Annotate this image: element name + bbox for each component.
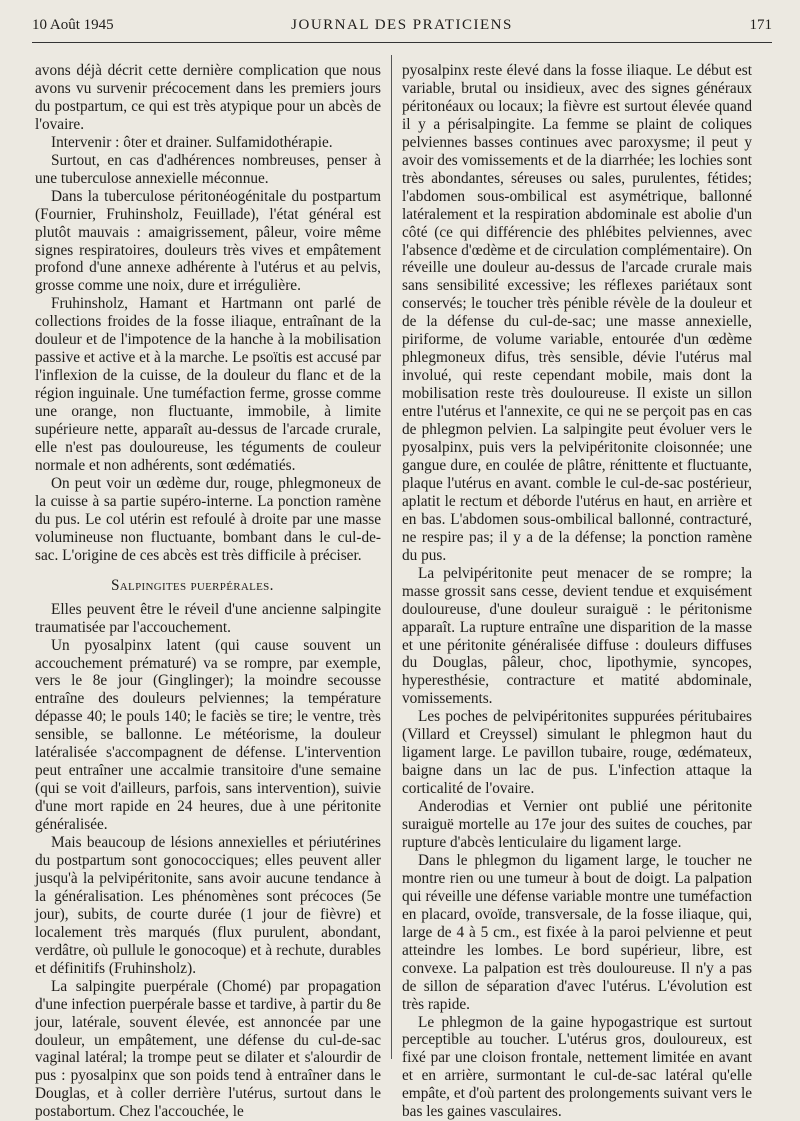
paragraph: Fruhinsholz, Hamant et Hartmann ont parlé de collections froides de la fosse iliaque, entraînant de la douleur et de l'impotence de la hanche à la mobilisation passive et active et à la marche. Le psoïtis est accusé par l'inflexion de la cuisse, de la douleur du flanc et de la région inguinale. Une tuméfaction ferme, grosse comme une orange, non fluctuante, immobile, à limite supérieure nette, apparaît au-dessus de l'arcade crurale, elle n'est pas douloureuse, les téguments de couleur normale et non adhérents, sont œdématiés. <box>35 295 381 474</box>
page-header <box>32 14 772 38</box>
journal-title: JOURNAL DES PRATICIENS <box>291 17 513 33</box>
paragraph: Dans la tuberculose péritonéogénitale du postpartum (Fournier, Fruhinsholz, Feuillade), l'état général est plutôt mauvais : amaigrissement, pâleur, voire même signes respiratoires, douleurs très vives et empâtement profond d'une annexe adhérente à l'utérus et au pelvis, grosse comme une noix, dure et irrégulière. <box>35 187 381 295</box>
issue-date: 10 Août 1945 <box>32 17 114 33</box>
header-rule <box>32 42 772 43</box>
page-number: 171 <box>749 17 772 33</box>
paragraph: Surtout, en cas d'adhérences nombreuses, penser à une tuberculose annexielle méconnue. <box>35 151 381 187</box>
paragraph: Les poches de pelvipéritonites suppurées péritubaires (Villard et Creyssel) simulant le phlegmon haut du ligament large. Le pavillon tubaire, rouge, œdémateux, baigne dans un lac de pus. L'infection attaque la corticalité de l'ovaire. <box>402 708 752 798</box>
paragraph: La pelvipéritonite peut menacer de se rompre; la masse grossit sans cesse, devient tendue et exquisément douloureuse, d'une douleur suraiguë : le péritonisme apparaît. La rupture entraîne une disparition de la masse et une péritonite généralisée diffuse : douleurs diffuses du Douglas, pâleur, choc, lipothymie, syncopes, hyperesthésie, contracture et matité abdominale, vomissements. <box>402 564 752 708</box>
left-column <box>35 62 381 1121</box>
paragraph: Le phlegmon de la gaine hypogastrique est surtout perceptible au toucher. L'utérus gros, douloureux, est fixé par une cloison frontale, nettement limitée en avant et en arrière, surmontant le cul-de-sac latéral qu'elle empâte, et d'où partent des prolongements suivant vers le bas les gaines vasculaires. <box>402 1013 752 1121</box>
paragraph: La salpingite puerpérale (Chomé) par propagation d'une infection puerpérale basse et tardive, à partir du 8e jour, latérale, souvent élevée, est annoncée par une douleur, un empâtement, une défense du cul-de-sac vaginal latéral; la trompe peut se dilater et s'alourdir de pus : pyosalpinx que son poids tend à entraîner dans le Douglas, et à coller derrière l'utérus, surtout dans le postabortum. Chez l'accouchée, le <box>35 977 381 1121</box>
column-divider <box>391 55 392 1059</box>
paragraph: Anderodias et Vernier ont publié une péritonite suraiguë mortelle au 17e jour des suites de couches, par rupture d'abcès lenticulaire du ligament large. <box>402 798 752 851</box>
paragraph: Un pyosalpinx latent (qui cause souvent un accouchement prématuré) va se rompre, par exemple, vers le 8e jour (Ginglinger); la moindre secousse entraîne des douleurs pelviennes; la température dépasse 40; le pouls 140; le faciès se tire; le ventre, très sensible, se ballonne. Le météorisme, la douleur latéralisée s'accompagnent de défense. L'intervention peut entraîner une accalmie transitoire d'une semaine (qui se voit d'ailleurs, parfois, sans intervention), suivie d'une mort rapide en 24 heures, due à une péritonite généralisée. <box>35 636 381 834</box>
right-column <box>402 62 752 1121</box>
paragraph: Elles peuvent être le réveil d'une ancienne salpingite traumatisée par l'accouchement. <box>35 600 381 636</box>
paragraph: avons déjà décrit cette dernière complication que nous avons vu survenir précocement dans les premiers jours du postpartum, ce qui est très atypique pour un abcès de l'ovaire. <box>35 62 381 133</box>
paragraph: pyosalpinx reste élevé dans la fosse iliaque. Le début est variable, brutal ou insidieux, avec des signes généraux péritonéaux ou locaux; la fièvre est surtout élevée quand il y a périsalpingite. La femme se plaint de coliques pelviennes basses continues avec paroxysme; il peut y avoir des vomissements et de la diarrhée; les lochies sont très abondantes, séreuses ou sales, purulentes, fétides; l'abdomen sous-ombilical est asymétrique, ballonné latéralement et la respiration abdominale est abolie d'un côté (ce qui différencie des phlébites pelviennes, avec l'absence d'œdème et de circulation complémentaire). On réveille une douleur au-dessus de l'arcade crurale mais sans sensibilité excessive; les réflexes pariétaux sont conservés; le toucher très pénible révèle de la douleur et de la défense du cul-de-sac; une masse annexielle, piriforme, de volume variable, entourée d'un œdème phlegmoneux difus, très sensible, dévie l'utérus mal involué, qui reste cependant mobile, mais dont la mobilisation reste très douloureuse. Il existe un sillon entre l'utérus et l'annexite, ce qui ne se perçoit pas en cas de phlegmon pelvien. La salpingite peut évoluer vers le pyosalpinx, puis vers la pelvipéritonite cloisonnée; une gangue dure, en coulée de plâtre, rénittente et fluctuante, plaque l'utérus en avant. comble le cul-de-sac postérieur, aplatit le rectum et déborde l'utérus en haut, en arrière et en bas. L'abdomen sous-ombilical ballonné, contracturé, ne respire pas; il y a de la défense; la ponction ramène du pus. <box>402 62 752 564</box>
paragraph: Mais beaucoup de lésions annexielles et périutérines du postpartum sont gonococciques; elles peuvent aller jusqu'à la pelvipéritonite, sans avoir aucune tendance à la généralisation. Les phénomènes sont précoces (5e jour), subits, de courte durée (1 jour de fièvre) et localement très marqués (flux purulent, abondant, verdâtre, où pullule le gonocoque) et à rechute, durables et définitifs (Fruhinsholz). <box>35 834 381 977</box>
section-title: Salpingites puerpérales. <box>111 576 274 594</box>
paragraph: On peut voir un œdème dur, rouge, phlegmoneux de la cuisse à sa partie supéro-interne. La ponction ramène du pus. Le col utérin est refoulé à droite par une masse volumineuse non fluctuante, bombant dans le cul-de-sac. L'origine de ces abcès est très difficile à préciser. <box>35 474 381 564</box>
paragraph: Dans le phlegmon du ligament large, le toucher ne montre rien ou une tumeur à bout de doigt. La palpation qui réveille une défense variable montre une tuméfaction en placard, ovoïde, transversale, de la fosse iliaque, qui, large de 4 à 5 cm., est fixée à la paroi pelvienne et peut atteindre les lombes. Le bord supérieur, libre, est convexe. La palpation est très douloureuse. Il n'y a pas de sillon de séparation d'avec l'utérus. L'évolution est très rapide. <box>402 851 752 1013</box>
paragraph: Intervenir : ôter et drainer. Sulfamidothérapie. <box>51 133 333 151</box>
